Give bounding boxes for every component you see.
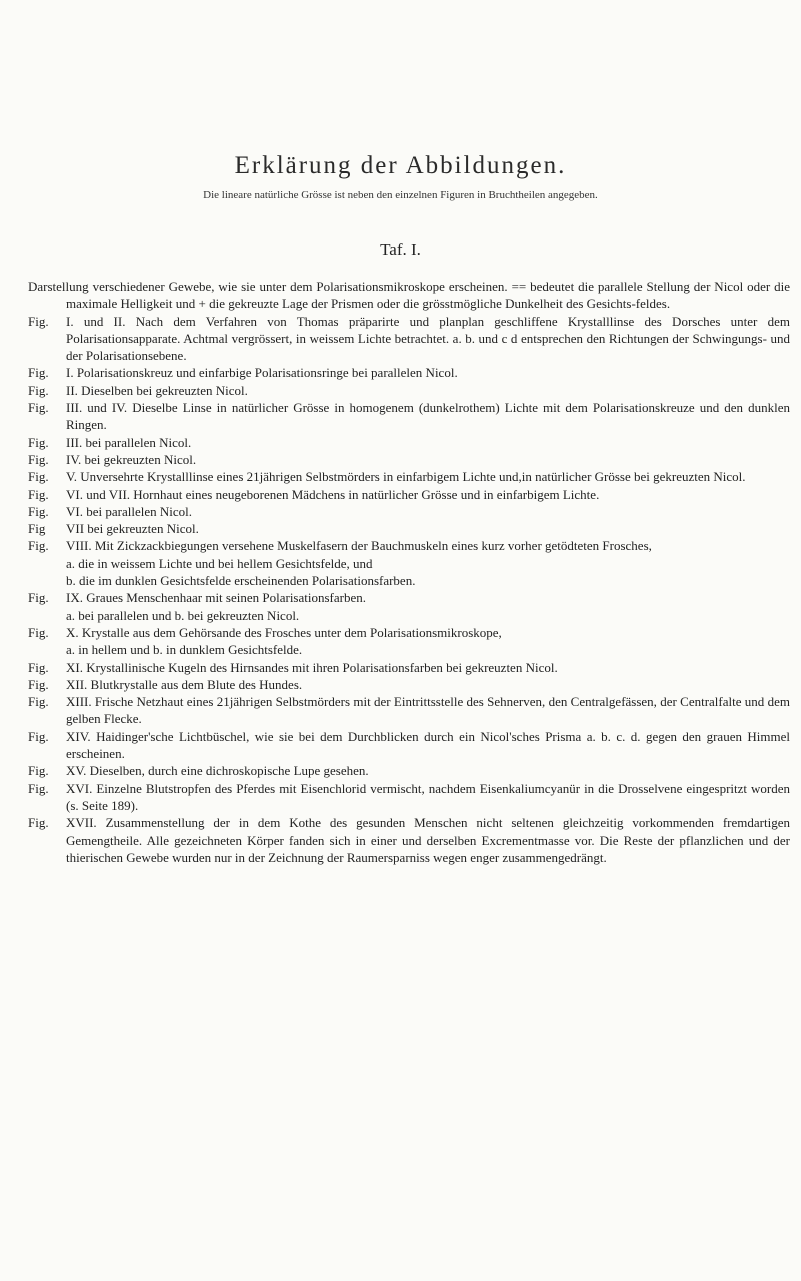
list-item	[28, 434, 790, 451]
entry-text: VI. und VII. Hornhaut eines neugeborenen Mädchens in natürlicher Grösse und in einfarbigem Lichte.	[66, 486, 600, 502]
entry-label: Fig.	[28, 382, 49, 398]
entry-label: Fig.	[28, 451, 49, 467]
list-item	[28, 676, 790, 693]
list-item	[28, 659, 790, 676]
entry-text: I. und II. Nach dem Verfahren von Thomas präparirte und planplan geschliffene Krystalllinse des Dorsches unter dem Polarisationsapparate. Achtmal vergrössert, in weissem Lichte betrachtet. a. b. und c d entsprechen den Richtungen der Schwingungs- und der Polarisationsebene.	[66, 313, 790, 364]
entry-label: Fig.	[28, 469, 49, 485]
entry-label: Fig.	[28, 694, 49, 710]
entry-label: Fig.	[28, 503, 49, 519]
intro-paragraph	[28, 278, 790, 313]
entry-text: a. die in weissem Lichte und bei hellem Gesichtsfelde, und	[66, 555, 373, 571]
entry-label: Fig.	[28, 780, 49, 796]
entry-text: III. bei parallelen Nicol.	[66, 434, 192, 450]
list-item	[28, 589, 790, 606]
list-item	[28, 762, 790, 779]
entry-text: XIII. Frische Netzhaut eines 21jährigen Selbstmörders mit der Eintrittsstelle des Sehnerven, den Centralgefässen, der Centralfalte und dem gelben Flecke.	[66, 694, 790, 727]
entry-text: XVI. Einzelne Blutstropfen des Pferdes mit Eisenchlorid vermischt, nachdem Eisenkaliumcyanür in die Drosselvene eingespritzt worden (s. Seite 189).	[66, 780, 790, 813]
entry-label: Fig.	[28, 365, 49, 381]
entry-text: XI. Krystallinische Kugeln des Hirnsandes mit ihren Polarisationsfarben bei gekreuzten Nicol.	[66, 659, 558, 675]
entry-text: I. Polarisationskreuz und einfarbige Polarisationsringe bei parallelen Nicol.	[66, 365, 458, 381]
entry-text: a. bei parallelen und b. bei gekreuzten Nicol.	[66, 607, 300, 623]
entry-text: Darstellung verschiedener Gewebe, wie sie unter dem Polarisationsmikroskope erscheinen. == bedeutet die parallele Stellung der Nicol oder die maximale Helligkeit und + die gekreuzte Lage der Prismen oder die grösstmögliche Dunkelheit des Gesichts-feldes.	[28, 279, 790, 312]
entry-label: Fig.	[28, 538, 49, 554]
entry-text: XVII. Zusammenstellung der in dem Kothe des gesunden Menschen nicht seltenen gleichzeitig vorkommenden fremdartigen Gemengtheile. Alle gezeichneten Körper fanden sich in einer und derselben Excrementmasse vor. Die Reste der pflanzlichen und der thierischen Gewebe wurden nur in der Zeichnung der Raumersparniss wegen enger zusammengedrängt.	[66, 815, 790, 865]
list-item	[28, 641, 790, 658]
list-item	[28, 451, 790, 468]
entry-text: XII. Blutkrystalle aus dem Blute des Hundes.	[66, 676, 303, 692]
entry-label: Fig.	[28, 624, 49, 640]
entry-label: Fig.	[28, 486, 49, 502]
entry-label: Fig.	[28, 434, 49, 450]
entry-text: b. die im dunklen Gesichtsfelde erscheinenden Polarisationsfarben.	[66, 573, 416, 589]
entry-label: Fig.	[28, 728, 49, 744]
entry-text: III. und IV. Dieselbe Linse in natürlicher Grösse in homogenem (dunkelrothem) Lichte mit dem Polarisationskreuze und den dunklen Ringen.	[66, 400, 790, 433]
list-item	[28, 382, 790, 399]
entry-text: II. Dieselben bei gekreuzten Nicol.	[66, 382, 248, 398]
page-subtitle: Die lineare natürliche Grösse ist neben den einzelnen Figuren in Bruchtheilen angegeben.	[203, 189, 598, 201]
entry-text: XV. Dieselben, durch eine dichroskopische Lupe gesehen.	[66, 763, 369, 779]
figure-list	[28, 278, 790, 866]
entry-label: Fig.	[28, 659, 49, 675]
list-item	[28, 572, 790, 589]
entry-label: Fig.	[28, 763, 49, 779]
list-item	[28, 780, 790, 815]
entry-label: Fig.	[28, 676, 49, 692]
list-item	[28, 814, 790, 866]
entry-text: VIII. Mit Zickzackbiegungen versehene Muskelfasern der Bauchmuskeln eines kurz vorher getödteten Frosches,	[66, 538, 652, 554]
entry-text: X. Krystalle aus dem Gehörsande des Frosches unter dem Polarisationsmikroskope,	[66, 624, 502, 640]
list-item	[28, 555, 790, 572]
list-item	[28, 364, 790, 381]
entry-label: Fig	[28, 521, 46, 537]
entry-label: Fig.	[28, 815, 49, 831]
entry-label: Fig.	[28, 313, 49, 329]
list-item	[28, 468, 790, 485]
list-item	[28, 486, 790, 503]
entry-text: VII bei gekreuzten Nicol.	[66, 521, 199, 537]
entry-text: IV. bei gekreuzten Nicol.	[66, 451, 197, 467]
list-item	[28, 607, 790, 624]
entry-text: a. in hellem und b. in dunklem Gesichtsfelde.	[66, 642, 303, 658]
entry-text: XIV. Haidinger'sche Lichtbüschel, wie sie bei dem Durchblicken durch ein Nicol'sches Prisma a. b. c. d. gegen den grauen Himmel erscheinen.	[66, 728, 790, 762]
list-item	[28, 399, 790, 434]
list-item	[28, 537, 790, 554]
entry-text: V. Unversehrte Krystalllinse eines 21jährigen Selbstmörders in einfarbigem Lichte und,in natürlicher Grösse bei gekreuzten Nicol.	[66, 469, 746, 485]
page-title: Erklärung der Abbildungen.	[234, 152, 567, 179]
list-item	[28, 503, 790, 520]
entry-label: Fig.	[28, 400, 49, 416]
list-item	[28, 728, 790, 763]
list-item	[28, 693, 790, 728]
entry-text: VI. bei parallelen Nicol.	[66, 503, 192, 519]
entry-label: Fig.	[28, 590, 49, 606]
plate-heading: Taf. I.	[380, 240, 421, 259]
list-item	[28, 313, 790, 365]
list-item	[28, 520, 790, 537]
entry-text: IX. Graues Menschenhaar mit seinen Polarisationsfarben.	[66, 590, 366, 606]
list-item	[28, 624, 790, 641]
